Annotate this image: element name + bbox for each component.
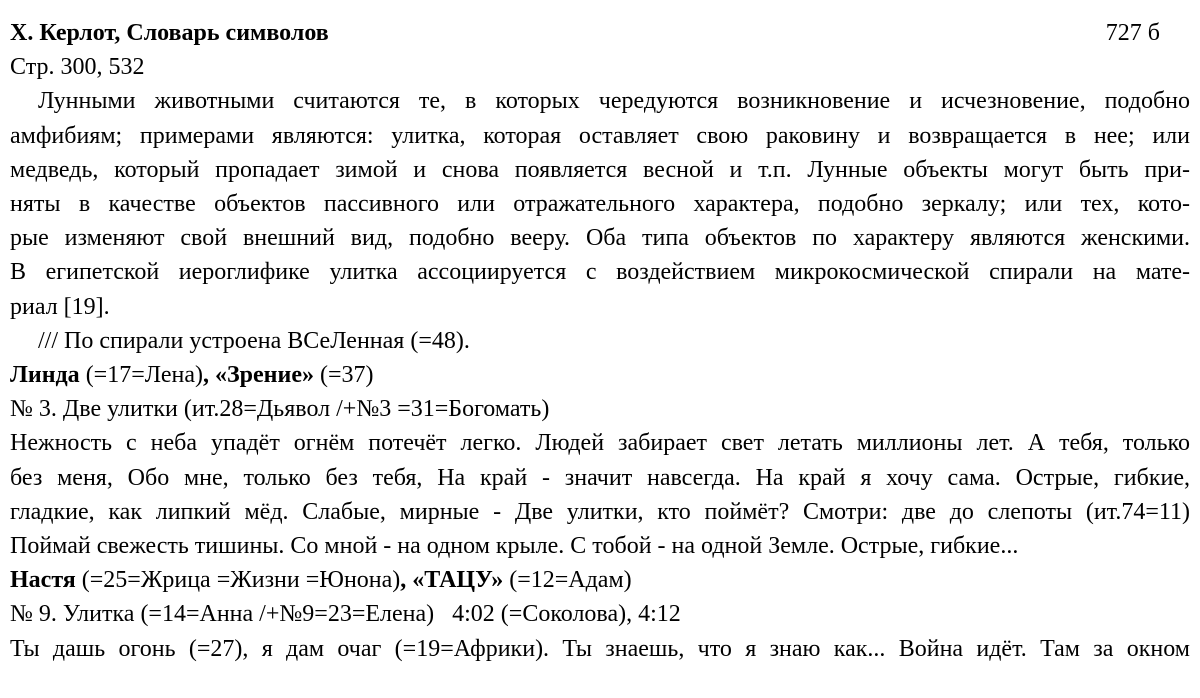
- quote-line: амфибиям; примерами являются: улитка, которая оставляет свою раковину и возвращается в нее; или: [10, 122, 1190, 149]
- quote-line: рые изменяют свой внешний вид, подобно вееру. Оба типа объектов по характеру являются женскими.: [10, 225, 1190, 252]
- section2-track: № 9. Улитка (=14=Анна /+№9=23=Елена) 4:02 (=Соколова), 4:12: [10, 601, 681, 628]
- section2-heading: [10, 563, 1190, 597]
- document-title: Х. Керлот, Словарь символов: [10, 20, 329, 46]
- album-gematria: (=12=Адам): [503, 567, 632, 594]
- lyrics-line: Поймай свежесть тишины. Со мной - на одном крыле. С тобой - на одной Земле. Острые, гибкие...: [10, 533, 1019, 560]
- quote-paragraph: [10, 84, 1190, 323]
- quote-line: Лунными животными считаются те, в которых чередуются возникновение и исчезновение, подобно: [38, 88, 1190, 115]
- page-header: [10, 16, 1190, 50]
- page-number: 727 б: [1105, 20, 1160, 46]
- artist-gematria: (=17=Лена): [79, 362, 204, 389]
- lyrics-line: без меня, Обо мне, только без тебя, На край - значит навсегда. На край я хочу сама. Острые, гибкие,: [10, 464, 1190, 491]
- section1-track: № 3. Две улитки (ит.28=Дьявол /+№3 =31=Богомать): [10, 396, 550, 423]
- section1-lyrics: [10, 426, 1190, 563]
- lyrics-line: гладкие, как липкий мёд. Слабые, мирные - Две улитки, кто поймёт? Смотри: две до слепоты (ит.74=11): [10, 498, 1190, 525]
- section1-heading: [10, 358, 1190, 392]
- artist-name: Настя: [10, 567, 76, 594]
- note-line: /// По спирали устроена ВСеЛенная (=48).: [38, 327, 470, 354]
- quote-line: медведь, который пропадает зимой и снова появляется весной и т.п. Лунные объекты могут быть при-: [10, 156, 1190, 183]
- album-name: , «Зрение»: [203, 362, 314, 389]
- lyrics-line: Нежность с неба упадёт огнём потечёт легко. Людей забирает свет летать миллионы лет. А тебя, только: [10, 430, 1190, 457]
- source-pages: Стр. 300, 532: [10, 54, 145, 81]
- quote-line: няты в качестве объектов пассивного или отражательного характера, подобно зеркалу; или тех, кото-: [10, 191, 1190, 218]
- artist-name: Линда: [10, 362, 80, 389]
- quote-line: В египетской иероглифике улитка ассоциируется с воздействием микрокосмической спирали на мате-: [10, 259, 1190, 286]
- quote-line: риал [19].: [10, 293, 110, 320]
- artist-gematria: (=25=Жрица =Жизни =Юнона): [75, 567, 401, 594]
- album-name: , «ТАЦУ»: [400, 567, 504, 594]
- lyrics-line: Ты дашь огонь (=27), я дам очаг (=19=Африки). Ты знаешь, что я знаю как... Война идёт. Там за окном: [10, 635, 1190, 662]
- section2-lyrics: [10, 632, 1190, 666]
- album-gematria: (=37): [314, 362, 374, 389]
